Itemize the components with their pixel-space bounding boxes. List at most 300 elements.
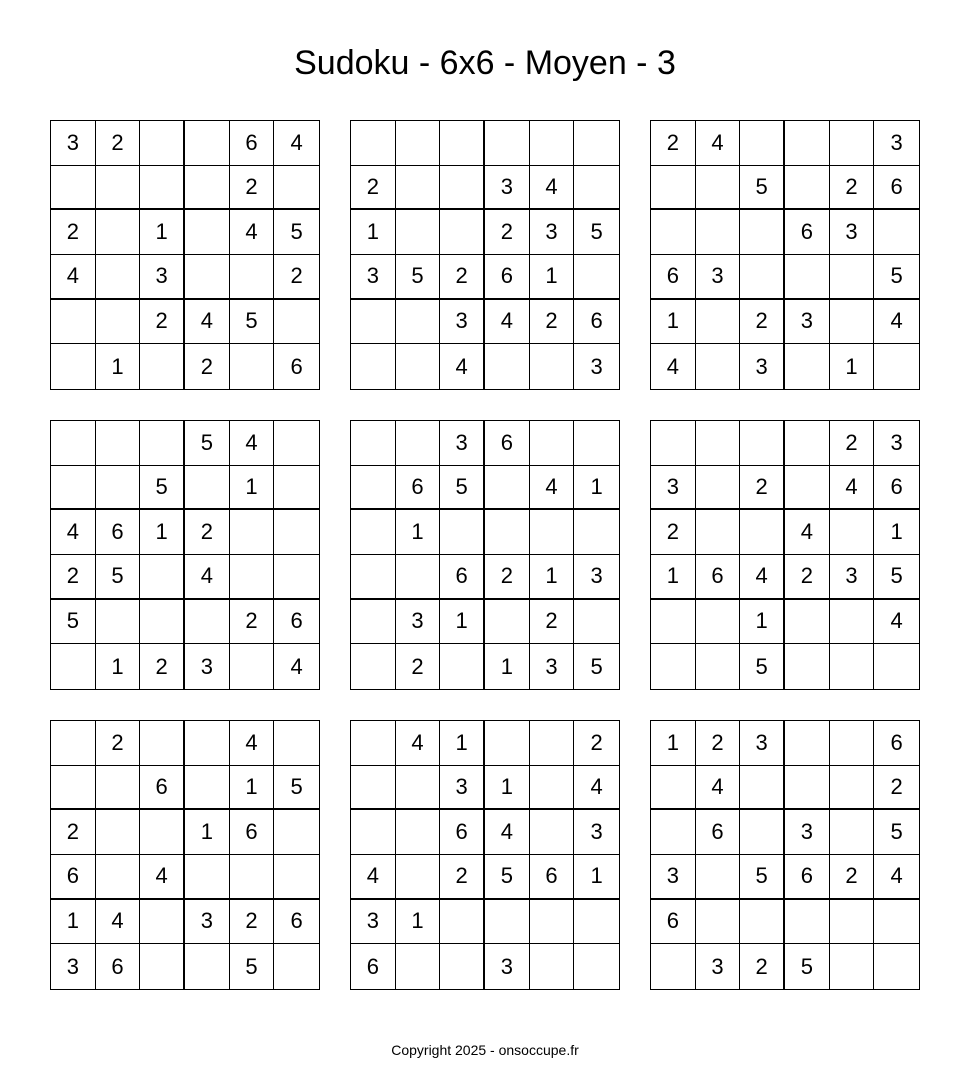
- empty-cell[interactable]: [185, 944, 230, 989]
- empty-cell[interactable]: [874, 344, 919, 389]
- empty-cell[interactable]: [696, 644, 741, 689]
- given-cell: 2: [530, 300, 575, 345]
- given-cell: 2: [740, 466, 785, 511]
- sudoku-grid-9: [650, 720, 920, 990]
- empty-cell[interactable]: [530, 900, 575, 945]
- empty-cell[interactable]: [874, 944, 919, 989]
- empty-cell[interactable]: [96, 466, 141, 511]
- empty-cell[interactable]: [351, 766, 396, 811]
- given-cell: 6: [874, 466, 919, 511]
- empty-cell[interactable]: [530, 344, 575, 389]
- empty-cell[interactable]: [440, 644, 485, 689]
- given-cell: 5: [274, 766, 319, 811]
- empty-cell[interactable]: [396, 166, 441, 211]
- empty-cell[interactable]: [396, 210, 441, 255]
- empty-cell[interactable]: [574, 166, 619, 211]
- given-cell: 3: [530, 210, 575, 255]
- given-cell: 2: [185, 510, 230, 555]
- given-cell: 3: [51, 944, 96, 989]
- empty-cell[interactable]: [651, 944, 696, 989]
- empty-cell[interactable]: [185, 855, 230, 900]
- given-cell: 6: [874, 166, 919, 211]
- empty-cell[interactable]: [140, 721, 185, 766]
- empty-cell[interactable]: [185, 255, 230, 300]
- given-cell: 2: [140, 644, 185, 689]
- given-cell: 1: [185, 810, 230, 855]
- empty-cell[interactable]: [696, 166, 741, 211]
- given-cell: 6: [274, 600, 319, 645]
- empty-cell[interactable]: [830, 810, 875, 855]
- empty-cell[interactable]: [830, 944, 875, 989]
- empty-cell[interactable]: [740, 766, 785, 811]
- empty-cell[interactable]: [485, 121, 530, 166]
- empty-cell[interactable]: [396, 121, 441, 166]
- given-cell: 2: [830, 855, 875, 900]
- empty-cell[interactable]: [740, 121, 785, 166]
- empty-cell[interactable]: [140, 166, 185, 211]
- empty-cell[interactable]: [740, 210, 785, 255]
- given-cell: 3: [140, 255, 185, 300]
- sudoku-grid-3: [650, 120, 920, 390]
- empty-cell[interactable]: [830, 721, 875, 766]
- empty-cell[interactable]: [785, 344, 830, 389]
- given-cell: 3: [874, 421, 919, 466]
- given-cell: 5: [140, 466, 185, 511]
- given-cell: 1: [874, 510, 919, 555]
- given-cell: 6: [574, 300, 619, 345]
- given-cell: 1: [651, 721, 696, 766]
- empty-cell[interactable]: [185, 466, 230, 511]
- empty-cell[interactable]: [51, 644, 96, 689]
- empty-cell[interactable]: [396, 944, 441, 989]
- empty-cell[interactable]: [51, 766, 96, 811]
- sudoku-grid-5: [350, 420, 620, 690]
- empty-cell[interactable]: [696, 510, 741, 555]
- empty-cell[interactable]: [274, 944, 319, 989]
- empty-cell[interactable]: [574, 944, 619, 989]
- empty-cell[interactable]: [830, 510, 875, 555]
- empty-cell[interactable]: [185, 721, 230, 766]
- empty-cell[interactable]: [274, 300, 319, 345]
- empty-cell[interactable]: [274, 510, 319, 555]
- given-cell: 4: [96, 900, 141, 945]
- sudoku-grid-6: [650, 420, 920, 690]
- given-cell: 6: [440, 810, 485, 855]
- given-cell: 6: [485, 421, 530, 466]
- empty-cell[interactable]: [396, 421, 441, 466]
- empty-cell[interactable]: [96, 600, 141, 645]
- empty-cell[interactable]: [696, 300, 741, 345]
- given-cell: 4: [785, 510, 830, 555]
- empty-cell[interactable]: [140, 421, 185, 466]
- empty-cell[interactable]: [651, 810, 696, 855]
- empty-cell[interactable]: [740, 255, 785, 300]
- empty-cell[interactable]: [530, 421, 575, 466]
- empty-cell[interactable]: [351, 810, 396, 855]
- empty-cell[interactable]: [96, 855, 141, 900]
- given-cell: 3: [785, 300, 830, 345]
- empty-cell[interactable]: [230, 344, 275, 389]
- empty-cell[interactable]: [140, 121, 185, 166]
- given-cell: 6: [785, 210, 830, 255]
- given-cell: 3: [485, 944, 530, 989]
- given-cell: 4: [485, 300, 530, 345]
- given-cell: 3: [785, 810, 830, 855]
- empty-cell[interactable]: [140, 900, 185, 945]
- given-cell: 4: [874, 300, 919, 345]
- empty-cell[interactable]: [651, 644, 696, 689]
- given-cell: 1: [530, 255, 575, 300]
- given-cell: 1: [574, 855, 619, 900]
- given-cell: 4: [290, 653, 303, 679]
- empty-cell[interactable]: [96, 210, 141, 255]
- empty-cell[interactable]: [696, 600, 741, 645]
- given-cell: 6: [290, 353, 303, 379]
- empty-cell[interactable]: [351, 121, 396, 166]
- given-cell: 3: [574, 555, 619, 600]
- empty-cell[interactable]: [830, 300, 875, 345]
- given-cell: 2: [440, 855, 485, 900]
- given-cell: 4: [651, 344, 696, 389]
- empty-cell[interactable]: [574, 600, 619, 645]
- empty-cell[interactable]: [785, 644, 830, 689]
- given-cell: 4: [140, 855, 185, 900]
- empty-cell[interactable]: [51, 721, 96, 766]
- empty-cell[interactable]: [830, 255, 875, 300]
- given-cell: 3: [485, 166, 530, 211]
- empty-cell[interactable]: [140, 600, 185, 645]
- given-cell: 2: [230, 600, 275, 645]
- empty-cell[interactable]: [96, 421, 141, 466]
- given-cell: 2: [830, 166, 875, 211]
- given-cell: 6: [351, 944, 396, 989]
- empty-cell[interactable]: [351, 421, 396, 466]
- given-cell: 4: [185, 300, 230, 345]
- empty-cell[interactable]: [351, 721, 396, 766]
- given-cell: 2: [185, 344, 230, 389]
- given-cell: 1: [351, 210, 396, 255]
- empty-cell[interactable]: [485, 466, 530, 511]
- given-cell: 5: [740, 855, 785, 900]
- empty-cell[interactable]: [274, 421, 319, 466]
- given-cell: 3: [51, 121, 96, 166]
- empty-cell[interactable]: [530, 121, 575, 166]
- empty-cell[interactable]: [351, 644, 396, 689]
- given-cell: 4: [574, 766, 619, 811]
- empty-cell[interactable]: [274, 555, 319, 600]
- empty-cell[interactable]: [530, 766, 575, 811]
- given-cell: 3: [830, 555, 875, 600]
- empty-cell[interactable]: [830, 900, 875, 945]
- empty-cell[interactable]: [230, 644, 275, 689]
- given-cell: 6: [230, 121, 275, 166]
- given-cell: 2: [351, 166, 396, 211]
- given-cell: 4: [485, 810, 530, 855]
- empty-cell[interactable]: [440, 510, 485, 555]
- empty-cell[interactable]: [830, 644, 875, 689]
- given-cell: 5: [590, 653, 603, 679]
- empty-cell[interactable]: [530, 510, 575, 555]
- empty-cell[interactable]: [96, 300, 141, 345]
- empty-cell[interactable]: [96, 166, 141, 211]
- given-cell: 5: [740, 166, 785, 211]
- sudoku-grid-2: [350, 120, 620, 390]
- empty-cell[interactable]: [830, 766, 875, 811]
- empty-cell[interactable]: [274, 810, 319, 855]
- empty-cell[interactable]: [785, 255, 830, 300]
- empty-cell[interactable]: [874, 900, 919, 945]
- given-cell: 5: [230, 300, 275, 345]
- empty-cell[interactable]: [785, 600, 830, 645]
- given-cell: 1: [230, 766, 275, 811]
- given-cell: 4: [830, 466, 875, 511]
- given-cell: 3: [651, 855, 696, 900]
- empty-cell[interactable]: [440, 900, 485, 945]
- empty-cell[interactable]: [785, 766, 830, 811]
- given-cell: 1: [485, 644, 530, 689]
- given-cell: 6: [651, 255, 696, 300]
- empty-cell[interactable]: [740, 810, 785, 855]
- empty-cell[interactable]: [696, 210, 741, 255]
- empty-cell[interactable]: [185, 766, 230, 811]
- empty-cell[interactable]: [651, 421, 696, 466]
- empty-cell[interactable]: [351, 510, 396, 555]
- empty-cell[interactable]: [396, 810, 441, 855]
- given-cell: 2: [530, 600, 575, 645]
- empty-cell[interactable]: [740, 421, 785, 466]
- given-cell: 3: [590, 353, 603, 379]
- given-cell: 1: [440, 721, 485, 766]
- given-cell: 6: [96, 944, 141, 989]
- empty-cell[interactable]: [485, 721, 530, 766]
- given-cell: 6: [140, 766, 185, 811]
- given-cell: 1: [530, 555, 575, 600]
- given-cell: 2: [51, 210, 96, 255]
- empty-cell[interactable]: [51, 344, 96, 389]
- empty-cell[interactable]: [651, 600, 696, 645]
- empty-cell[interactable]: [351, 466, 396, 511]
- given-cell: 5: [485, 855, 530, 900]
- given-cell: 1: [396, 900, 441, 945]
- given-cell: 3: [185, 900, 230, 945]
- empty-cell[interactable]: [651, 766, 696, 811]
- given-cell: 3: [185, 644, 230, 689]
- empty-cell[interactable]: [785, 721, 830, 766]
- empty-cell[interactable]: [351, 344, 396, 389]
- empty-cell[interactable]: [574, 421, 619, 466]
- given-cell: 1: [740, 600, 785, 645]
- empty-cell[interactable]: [274, 166, 319, 211]
- given-cell: 4: [530, 466, 575, 511]
- given-cell: 2: [274, 255, 319, 300]
- given-cell: 3: [651, 466, 696, 511]
- given-cell: 6: [396, 466, 441, 511]
- given-cell: 1: [140, 210, 185, 255]
- empty-cell[interactable]: [485, 600, 530, 645]
- given-cell: 2: [230, 900, 275, 945]
- empty-cell[interactable]: [696, 855, 741, 900]
- empty-cell[interactable]: [396, 300, 441, 345]
- given-cell: 5: [874, 555, 919, 600]
- given-cell: 2: [230, 166, 275, 211]
- empty-cell[interactable]: [785, 900, 830, 945]
- given-cell: 5: [274, 210, 319, 255]
- empty-cell[interactable]: [140, 810, 185, 855]
- empty-cell[interactable]: [696, 421, 741, 466]
- given-cell: 1: [651, 300, 696, 345]
- given-cell: 6: [485, 255, 530, 300]
- empty-cell[interactable]: [96, 810, 141, 855]
- empty-cell[interactable]: [351, 555, 396, 600]
- given-cell: 4: [874, 600, 919, 645]
- given-cell: 3: [740, 721, 785, 766]
- given-cell: 4: [51, 255, 96, 300]
- empty-cell[interactable]: [351, 300, 396, 345]
- empty-cell[interactable]: [440, 121, 485, 166]
- empty-cell[interactable]: [440, 944, 485, 989]
- given-cell: 5: [874, 810, 919, 855]
- given-cell: 1: [51, 900, 96, 945]
- empty-cell[interactable]: [574, 121, 619, 166]
- empty-cell[interactable]: [874, 644, 919, 689]
- given-cell: 1: [396, 510, 441, 555]
- empty-cell[interactable]: [230, 555, 275, 600]
- given-cell: 6: [51, 855, 96, 900]
- empty-cell[interactable]: [574, 510, 619, 555]
- given-cell: 3: [440, 421, 485, 466]
- given-cell: 5: [51, 600, 96, 645]
- empty-cell[interactable]: [530, 944, 575, 989]
- empty-cell[interactable]: [396, 766, 441, 811]
- empty-cell[interactable]: [230, 510, 275, 555]
- empty-cell[interactable]: [740, 510, 785, 555]
- empty-cell[interactable]: [185, 121, 230, 166]
- given-cell: 4: [230, 421, 275, 466]
- given-cell: 5: [785, 944, 830, 989]
- given-cell: 2: [51, 810, 96, 855]
- empty-cell[interactable]: [785, 466, 830, 511]
- given-cell: 6: [785, 855, 830, 900]
- sudoku-grid-4: [50, 420, 320, 690]
- empty-cell[interactable]: [485, 344, 530, 389]
- empty-cell[interactable]: [140, 555, 185, 600]
- empty-cell[interactable]: [51, 166, 96, 211]
- given-cell: 2: [574, 721, 619, 766]
- empty-cell[interactable]: [574, 900, 619, 945]
- empty-cell[interactable]: [485, 510, 530, 555]
- empty-cell[interactable]: [51, 300, 96, 345]
- empty-cell[interactable]: [785, 121, 830, 166]
- given-cell: 2: [651, 121, 696, 166]
- empty-cell[interactable]: [396, 855, 441, 900]
- empty-cell[interactable]: [230, 255, 275, 300]
- empty-cell[interactable]: [396, 555, 441, 600]
- given-cell: 4: [396, 721, 441, 766]
- empty-cell[interactable]: [185, 210, 230, 255]
- given-cell: 6: [651, 900, 696, 945]
- given-cell: 5: [396, 255, 441, 300]
- empty-cell[interactable]: [396, 344, 441, 389]
- empty-cell[interactable]: [696, 466, 741, 511]
- empty-cell[interactable]: [574, 255, 619, 300]
- empty-cell[interactable]: [230, 855, 275, 900]
- empty-cell[interactable]: [96, 766, 141, 811]
- empty-cell[interactable]: [274, 466, 319, 511]
- given-cell: 2: [740, 944, 785, 989]
- given-cell: 3: [351, 255, 396, 300]
- given-cell: 5: [740, 644, 785, 689]
- given-cell: 5: [96, 555, 141, 600]
- given-cell: 5: [230, 944, 275, 989]
- given-cell: 2: [396, 644, 441, 689]
- given-cell: 5: [874, 255, 919, 300]
- empty-cell[interactable]: [274, 855, 319, 900]
- given-cell: 3: [351, 900, 396, 945]
- given-cell: 3: [874, 121, 919, 166]
- given-cell: 4: [740, 555, 785, 600]
- given-cell: 2: [140, 300, 185, 345]
- given-cell: 1: [96, 344, 141, 389]
- given-cell: 2: [485, 210, 530, 255]
- given-cell: 4: [696, 766, 741, 811]
- given-cell: 1: [574, 466, 619, 511]
- empty-cell[interactable]: [51, 466, 96, 511]
- empty-cell[interactable]: [274, 721, 319, 766]
- given-cell: 4: [874, 855, 919, 900]
- empty-cell[interactable]: [51, 421, 96, 466]
- given-cell: 1: [440, 600, 485, 645]
- given-cell: 2: [485, 555, 530, 600]
- empty-cell[interactable]: [740, 900, 785, 945]
- empty-cell[interactable]: [140, 944, 185, 989]
- empty-cell[interactable]: [785, 166, 830, 211]
- empty-cell[interactable]: [530, 810, 575, 855]
- empty-cell[interactable]: [351, 600, 396, 645]
- given-cell: 6: [874, 721, 919, 766]
- empty-cell[interactable]: [696, 344, 741, 389]
- given-cell: 3: [440, 300, 485, 345]
- empty-cell[interactable]: [874, 210, 919, 255]
- given-cell: 4: [351, 855, 396, 900]
- empty-cell[interactable]: [485, 900, 530, 945]
- empty-cell[interactable]: [440, 210, 485, 255]
- given-cell: 6: [530, 855, 575, 900]
- given-cell: 4: [185, 555, 230, 600]
- empty-cell[interactable]: [185, 166, 230, 211]
- empty-cell[interactable]: [185, 600, 230, 645]
- given-cell: 2: [96, 121, 141, 166]
- empty-cell[interactable]: [96, 255, 141, 300]
- given-cell: 3: [440, 766, 485, 811]
- given-cell: 2: [830, 421, 875, 466]
- empty-cell[interactable]: [140, 344, 185, 389]
- given-cell: 3: [530, 644, 575, 689]
- empty-cell[interactable]: [651, 210, 696, 255]
- given-cell: 1: [140, 510, 185, 555]
- given-cell: 3: [740, 344, 785, 389]
- given-cell: 6: [696, 810, 741, 855]
- empty-cell[interactable]: [830, 600, 875, 645]
- empty-cell[interactable]: [785, 421, 830, 466]
- empty-cell[interactable]: [830, 121, 875, 166]
- empty-cell[interactable]: [696, 900, 741, 945]
- empty-cell[interactable]: [530, 721, 575, 766]
- empty-cell[interactable]: [440, 166, 485, 211]
- given-cell: 2: [51, 555, 96, 600]
- given-cell: 2: [785, 555, 830, 600]
- given-cell: 1: [230, 466, 275, 511]
- empty-cell[interactable]: [651, 166, 696, 211]
